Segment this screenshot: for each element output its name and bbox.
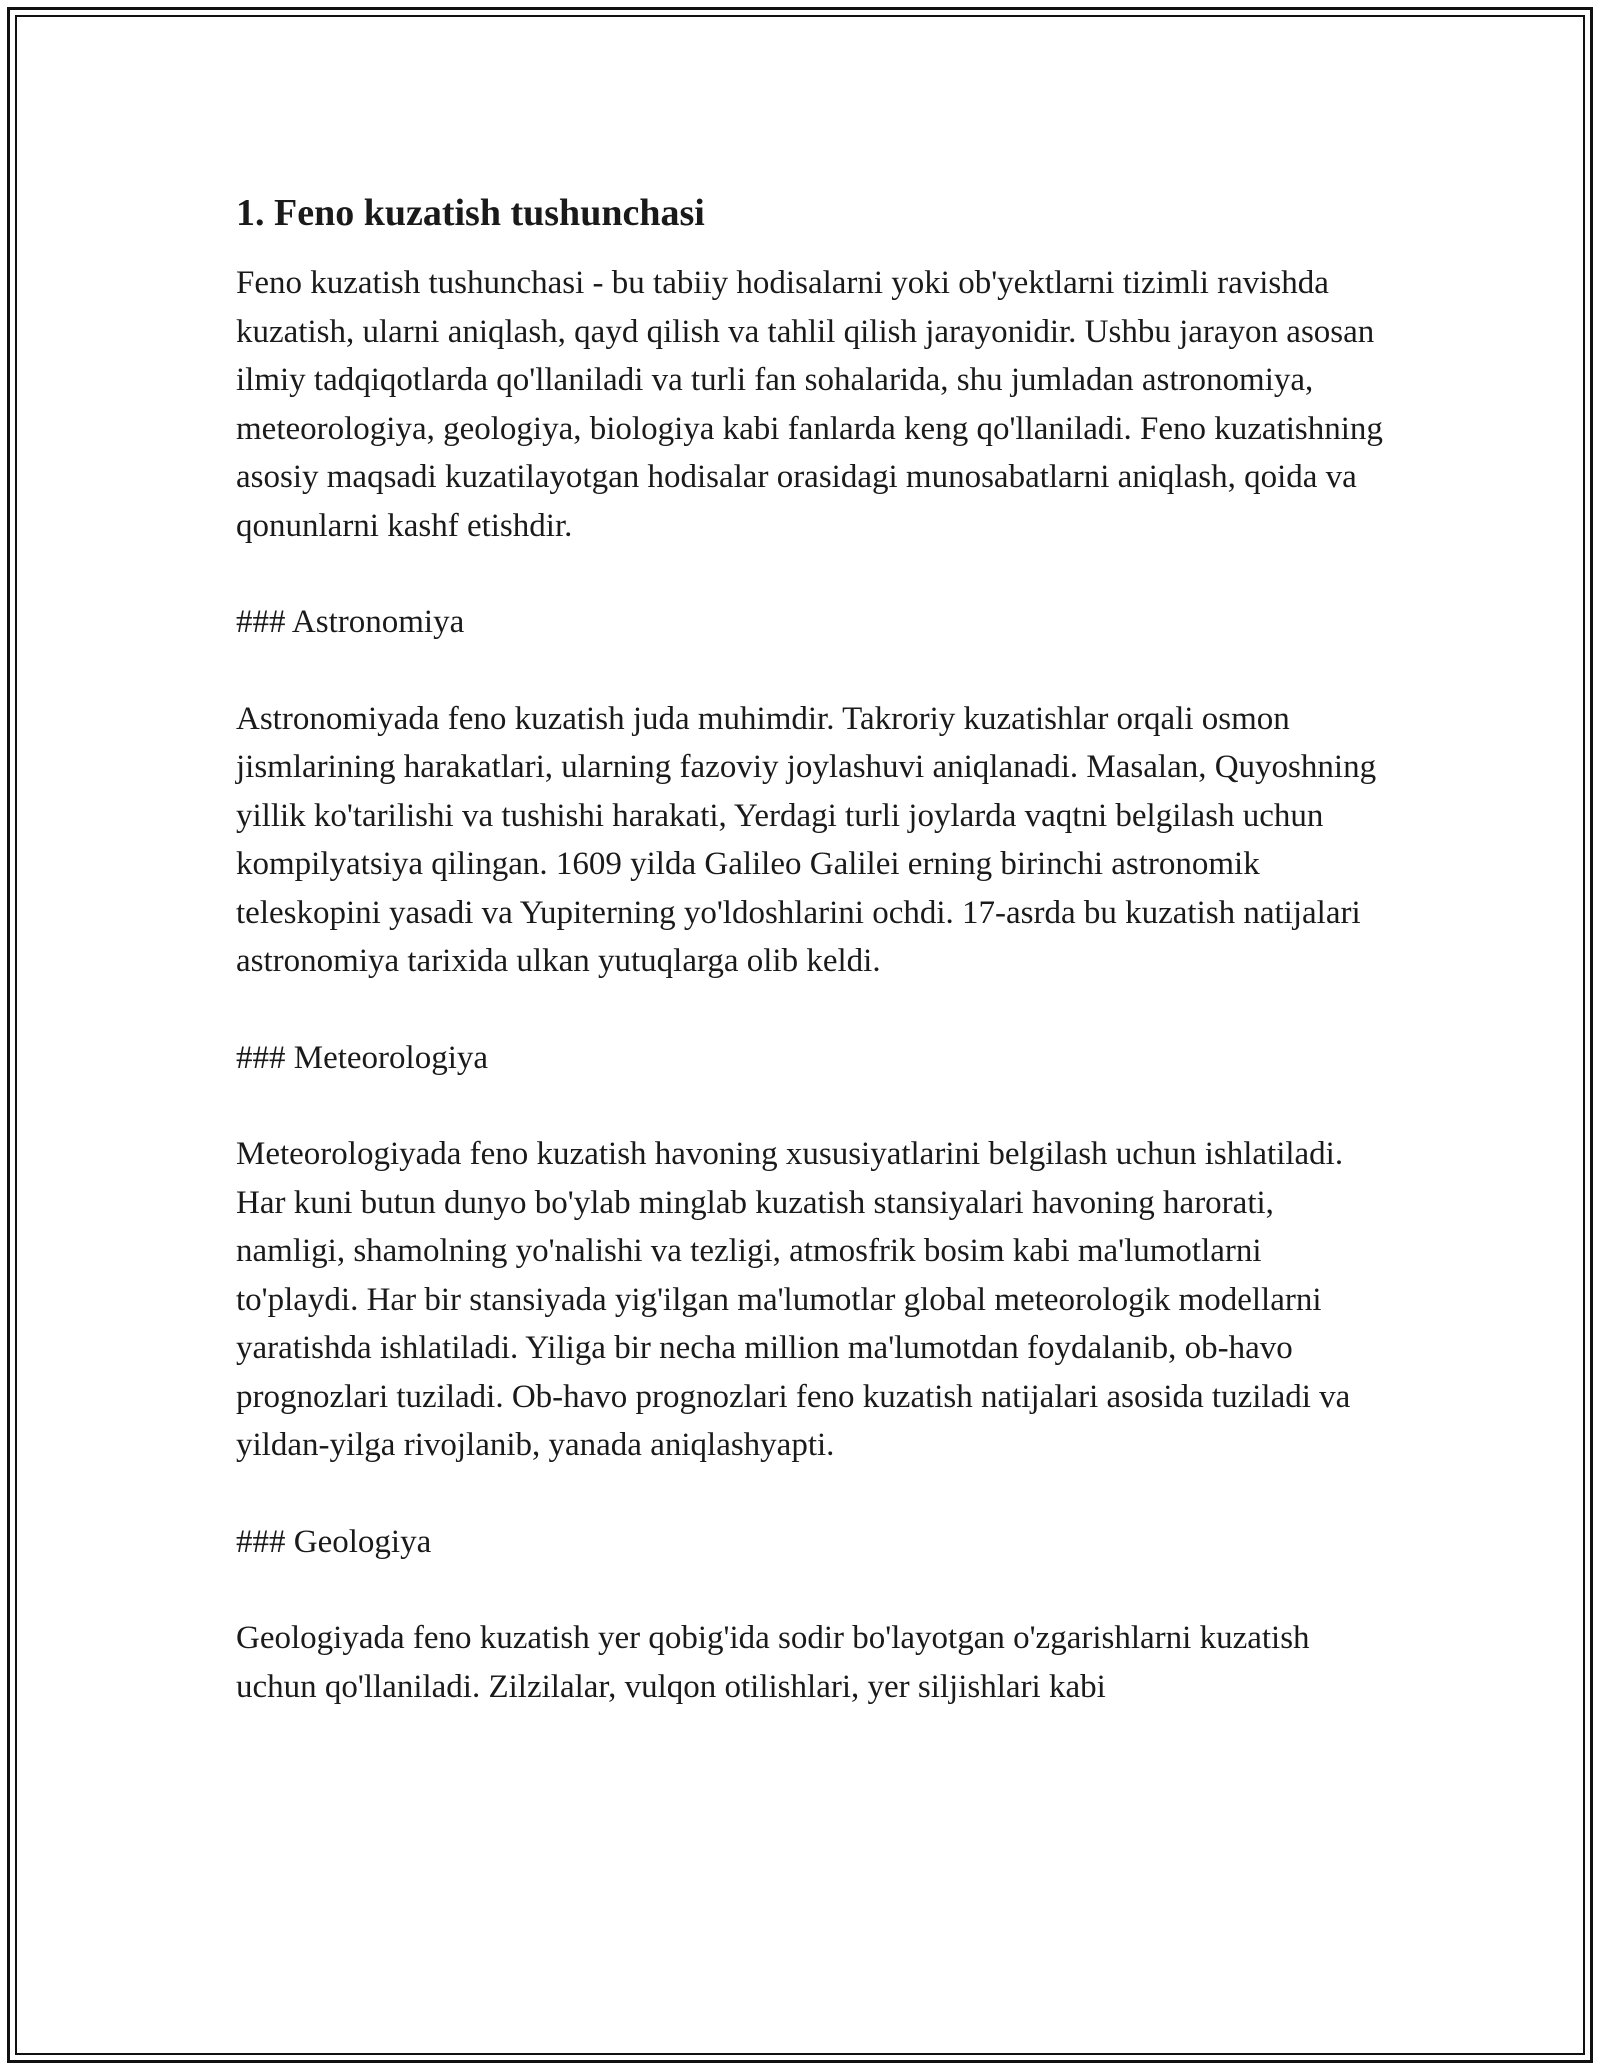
document-title: 1. Feno kuzatish tushunchasi — [236, 192, 705, 234]
section-heading-meteorologiya: ### Meteorologiya — [236, 1039, 489, 1076]
section-body-meteorologiya: Meteorologiyada feno kuzatish havoning xususiyatlarini belgilash uchun ishlatiladi. Har kuni butun dunyo bo'ylab minglab kuzatish stansiyalari havoning harorati, namligi, shamolning yo'nalishi va tezligi, atmosfrik bosim kabi ma'lumotlarni to'playdi. Har bir stansiyada yig'ilgan ma'lumotlar global meteorologik modellarni yaratishda ishlatiladi. Yiliga bir necha million ma'lumotdan foydalanib, ob-havo prognozlari tuziladi. Ob-havo prognozlari feno kuzatish natijalari asosida tuziladi va yildan-yilga rivojlanib, yanada aniqlashyapti. — [236, 1136, 1351, 1463]
section-body-astronomiya: Astronomiyada feno kuzatish juda muhimdir. Takroriy kuzatishlar orqali osmon jismlarining harakatlari, ularning fazoviy joylashuvi aniqlanadi. Masalan, Quyoshning yillik ko'tarilishi va tushishi harakati, Yerdagi turli joylarda vaqtni belgilash uchun kompilyatsiya qilingan. 1609 yilda Galileo Galilei erning birinchi astronomik teleskopini yasadi va Yupiterning yo'ldoshlarini ochdi. 17-asrda bu kuzatish natijalari astronomiya tarixida ulkan yutuqlarga olib keldi. — [236, 700, 1377, 979]
section-heading-astronomiya: ### Astronomiya — [236, 604, 465, 640]
document-body — [236, 185, 1386, 1759]
section-heading-geologiya: ### Geologiya — [236, 1523, 432, 1560]
intro-paragraph: Feno kuzatish tushunchasi - bu tabiiy hodisalarni yoki ob'yektlarni tizimli ravishda kuzatish, ularni aniqlash, qayd qilish va tahlil qilish jarayonidir. Ushbu jarayon asosan ilmiy tadqiqotlarda qo'llaniladi va turli fan sohalarida, shu jumladan astronomiya, meteorologiya, geologiya, biologiya kabi fanlarda keng qo'llaniladi. Feno kuzatishning asosiy maqsadi kuzatilayotgan hodisalar orasidagi munosabatlarni aniqlash, qoida va qonunlarni kashf etishdir. — [236, 265, 1383, 544]
section-body-geologiya: Geologiyada feno kuzatish yer qobig'ida sodir bo'layotgan o'zgarishlarni kuzatish uchun qo'llaniladi. Zilzilalar, vulqon otilishlari, yer siljishlari kabi — [236, 1620, 1310, 1705]
